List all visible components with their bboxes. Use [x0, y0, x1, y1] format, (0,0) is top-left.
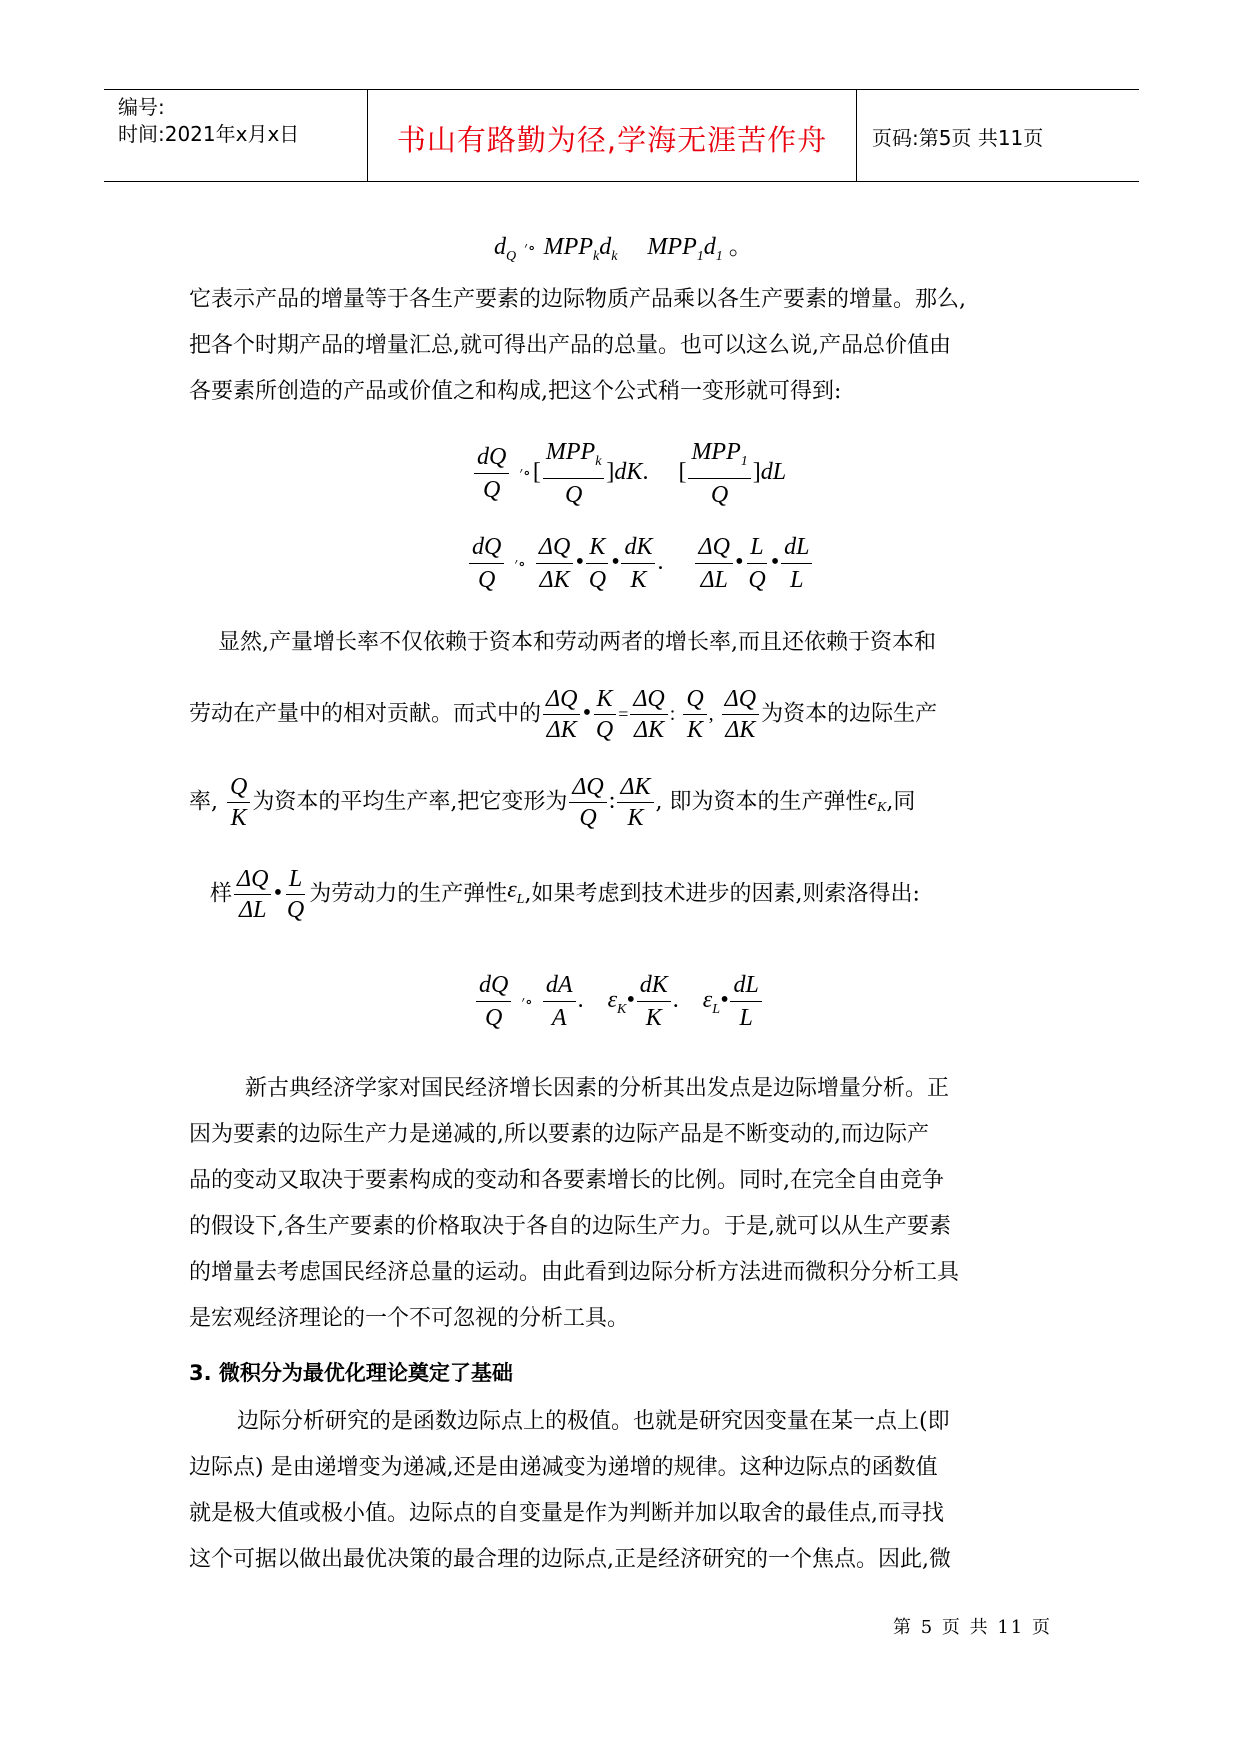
paragraph-1 [189, 277, 1059, 415]
equation-3: $\frac{dQ}{Q}$ ׳∘ $\frac{\Delta Q}{\Delta K}$ • $\frac{K}{Q}$ • $\frac{dK}{K}$ . $\frac{\Delta Q}{\Delta L}$ • $\frac{L}{Q}$ • $\frac{dL}{L}$ [467, 533, 814, 594]
paragraph-4 [189, 1399, 1059, 1583]
paragraph-3-line: 新古典经济学家对国民经济增长因素的分析其出发点是边际增量分析。正 [245, 1076, 950, 1101]
paragraph-2-line-2: 劳动在产量中的相对贡献。而式中的 $\frac{\Delta Q}{\Delta K}$ • $\frac{K}{Q}$ = $\frac{\Delta Q}{\Delta K}$ : $\frac{Q}{K}$ , $\frac{\Delta Q}{\Delta K}$ 为资本的边际生产 [189, 686, 938, 743]
equation-2: $\frac{dQ}{Q}$ ׳∘[ $\frac{MPP_k}{Q}$ ]dK. [ $\frac{MPP_1}{Q}$ ]dL [472, 438, 786, 509]
paragraph-3-line: 的假设下,各生产要素的价格取决于各自的边际生产力。于是,就可以从生产要素 [189, 1214, 951, 1239]
paragraph-3-line: 品的变动又取决于要素构成的变动和各要素增长的比例。同时,在完全自由竞争 [189, 1168, 944, 1193]
header-number-label: 编号: [118, 95, 165, 119]
paragraph-4-line: 就是极大值或极小值。边际点的自变量是作为判断并加以取舍的最佳点,而寻找 [189, 1501, 944, 1526]
page-footer: 第 5 页 共 11 页 [893, 1617, 1052, 1638]
paragraph-2-line-3: 率, $\frac{Q}{K}$ 为资本的平均生产率,把它变形为 $\frac{\Delta Q}{Q}$ : $\frac{\Delta K}{K}$ , 即为资本的生产弹性$\varepsilon_K$,同 [189, 774, 916, 831]
paragraph-3-line: 因为要素的边际生产力是递减的,所以要素的边际产品是不断变动的,而边际产 [189, 1122, 929, 1147]
equation-4: $\frac{dQ}{Q}$ ׳∘ $\frac{dA}{A}$ . $\varepsilon_K•$ $\frac{dK}{K}$ . $\varepsilon_L•$ $\frac{dL}{L}$ [474, 971, 764, 1032]
header-motto: 书山有路勤为径,学海无涯苦作舟 [396, 123, 828, 157]
header-meta [118, 94, 299, 148]
paragraph-1-line: 它表示产品的增量等于各生产要素的边际物质产品乘以各生产要素的增量。那么, [189, 287, 966, 312]
paragraph-1-line: 各要素所创造的产品或价值之和构成,把这个公式稍一变形就可得到: [189, 379, 842, 404]
header-rule-top [104, 89, 1139, 90]
header-time-label: 时间:2021年x月x日 [118, 122, 300, 146]
paragraph-4-line: 边际分析研究的是函数边际点上的极值。也就是研究因变量在某一点上(即 [237, 1409, 950, 1434]
section-heading: 3. 微积分为最优化理论奠定了基础 [189, 1361, 513, 1385]
paragraph-1-line: 把各个时期产品的增量汇总,就可得出产品的总量。也可以这么说,产品总价值由 [189, 333, 951, 358]
paragraph-3-line: 的增量去考虑国民经济总量的运动。由此看到边际分析方法进而微积分分析工具 [189, 1260, 960, 1285]
paragraph-4-line: 这个可据以做出最优决策的最合理的边际点,正是经济研究的一个焦点。因此,微 [189, 1547, 951, 1572]
paragraph-4-line: 边际点) 是由递增变为递减,还是由递减变为递增的规律。这种边际点的函数值 [189, 1455, 938, 1480]
equation-1: $d_Q$ ׳∘ $MPP_kd_k$ $MPP_1d_1$ 。 [494, 234, 753, 264]
header-rule-bottom [104, 181, 1139, 182]
header-divider-right [856, 89, 857, 181]
paragraph-2-line-4: 样 $\frac{\Delta Q}{\Delta L}$ • $\frac{L}{Q}$ 为劳动力的生产弹性$\varepsilon_L$,如果考虑到技术进步的因素,则索洛得出: [210, 866, 920, 923]
header-page-code: 页码:第5页 共11页 [872, 126, 1044, 150]
paragraph-3-line: 是宏观经济理论的一个不可忽视的分析工具。 [189, 1306, 630, 1331]
header-divider-left [367, 89, 368, 181]
paragraph-3 [189, 1066, 1059, 1342]
paragraph-2-line-1: 显然,产量增长率不仅依赖于资本和劳动两者的增长率,而且还依赖于资本和 [218, 630, 936, 655]
